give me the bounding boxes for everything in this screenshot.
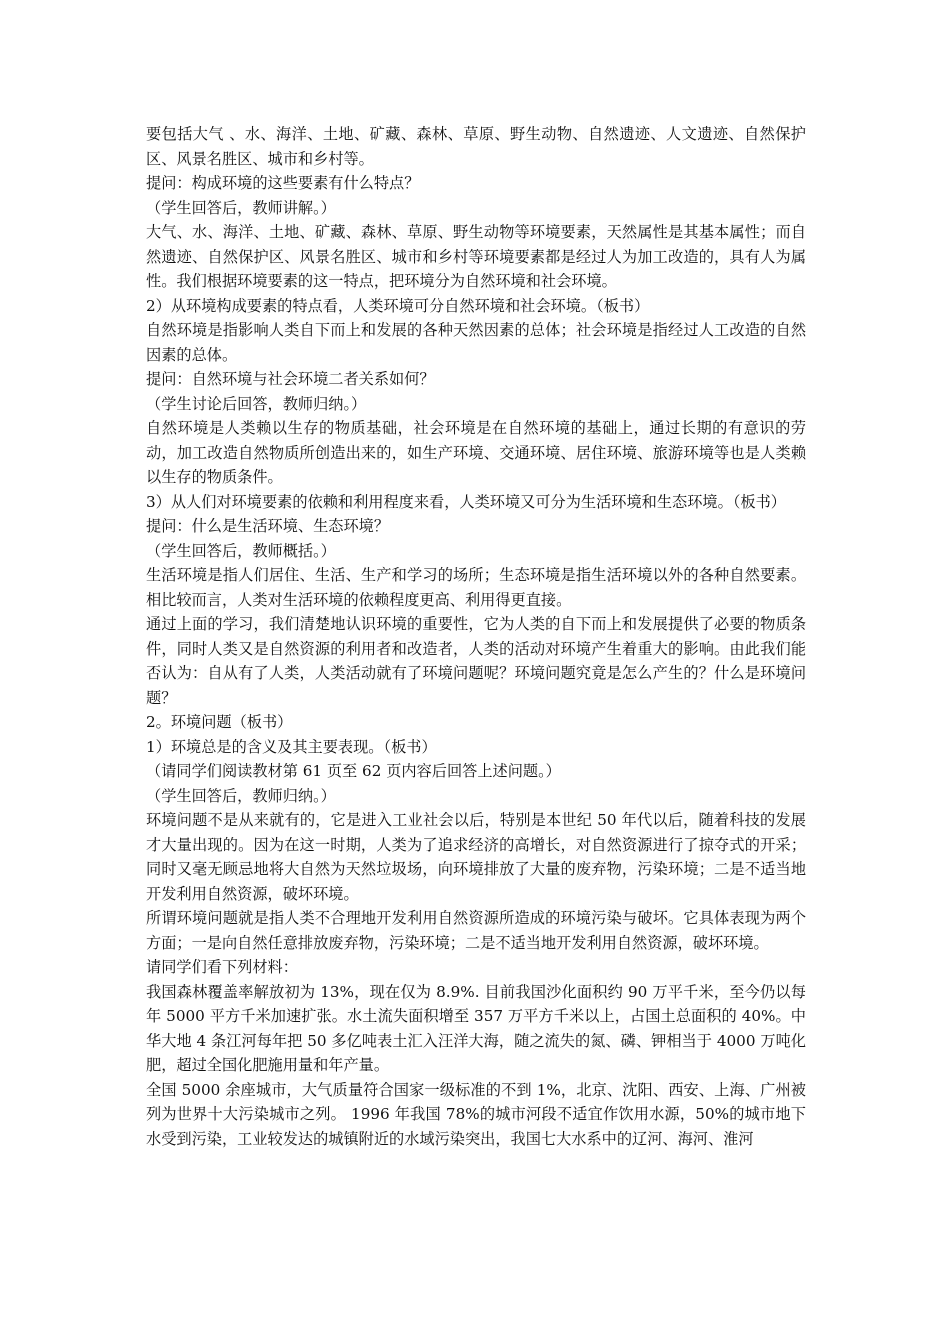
paragraph-read-textbook: （请同学们阅读教材第 61 页至 62 页内容后回答上述问题。） <box>146 762 561 780</box>
paragraph-student-answer-2: （学生回答后，教师概括。） <box>146 541 336 560</box>
paragraph-env-problems-origin: 环境问题不是从来就有的，它是进入工业社会以后，特别是本世纪 50 年代以后，随着科技的发展才大量出现的。因为在这一时期，人类为了追求经济的高增长，对自然资源进行了掠夺式的开采；同时又毫无顾忌地将大自然为天然垃圾场，向环境排放了大量的废弃物，污染环境；二是不适当地开发利用自然资源，破坏环境。 <box>146 811 806 903</box>
paragraph-living-env-definition: 生活环境是指人们居住、生活、生产和学习的场所；生态环境是指生活环境以外的各种自然要素。相比较而言，人类对生活环境的依赖程度更高、利用得更直接。 <box>146 566 806 609</box>
paragraph-student-answer-1: （学生回答后，教师讲解。） <box>146 198 336 217</box>
paragraph-section-2: 2）从环境构成要素的特点看，人类环境可分自然环境和社会环境。（板书） <box>146 296 650 315</box>
paragraph-student-discussion: （学生讨论后回答，教师归纳。） <box>146 394 367 413</box>
paragraph-student-answer-3: （学生回答后，教师归纳。） <box>146 786 336 805</box>
paragraph-natural-env-definition: 自然环境是指影响人类自下而上和发展的各种天然因素的总体；社会环境是指经过人工改造的自然因素的总体。 <box>146 321 806 364</box>
paragraph-question-relation: 提问：自然环境与社会环境二者关系如何？ <box>146 370 435 388</box>
paragraph-learning-summary: 通过上面的学习，我们清楚地认识环境的重要性，它为人类的自下而上和发展提供了必要的物质条件，同时人类又是自然资源的利用者和改造者，人类的活动对环境产生着重大的影响。由此我们能否认为：自从有了人类，人类活动就有了环境问题呢？环境问题究竟是怎么产生的？什么是环境问题？ <box>146 615 806 707</box>
paragraph-natural-social-attributes: 大气、水、海洋、土地、矿藏、森林、草原、野生动物等环境要素，天然属性是其基本属性；而自然遗迹、自然保护区、风景名胜区、城市和乡村等环境要素都是经过人为加工改造的，具有人为属性。我们根据环境要素的这一特点，把环境分为自然环境和社会环境。 <box>146 223 806 290</box>
paragraph-question-living-env: 提问：什么是生活环境、生态环境？ <box>146 517 389 535</box>
paragraph-city-pollution-material: 全国 5000 余座城市，大气质量符合国家一级标准的不到 1%，北京、沈阳、西安、上海、广州被列为世界十大污染城市之列。 1996 年我国 78%的城市河段不适宜作饮用水源，50%的城市地下水受到污染，工业较发达的城镇附近的水域污染突出，我国七大水系中的辽河、海河、淮河 <box>146 1080 806 1148</box>
paragraph-environment-elements: 要包括大气 、水、海洋、土地、矿藏、森林、草原、野生动物、自然遗迹、人文遗迹、自然保护区、风景名胜区、城市和乡村等。 <box>146 125 806 168</box>
paragraph-subheading-meaning: 1）环境总是的含义及其主要表现。（板书） <box>146 737 437 756</box>
paragraph-heading-env-problems: 2。环境问题（板书） <box>146 713 293 731</box>
paragraph-section-3: 3）从人们对环境要素的依赖和利用程度来看，人类环境又可分为生活环境和生态环境。（板书） <box>146 492 786 511</box>
document-body <box>146 122 806 1151</box>
paragraph-question-features: 提问：构成环境的这些要素有什么特点？ <box>146 174 420 192</box>
paragraph-natural-env-basis: 自然环境是人类赖以生存的物质基础，社会环境是在自然环境的基础上，通过长期的有意识的劳动，加工改造自然物质所创造出来的，如生产环境、交通环境、居住环境、旅游环境等也是人类赖以生存的物质条件。 <box>146 419 806 486</box>
paragraph-see-materials: 请同学们看下列材料： <box>146 958 298 976</box>
paragraph-forest-coverage-material: 我国森林覆盖率解放初为 13%，现在仅为 8.9%. 目前我国沙化面积约 90 万平千米，至今仍以每年 5000 平方千米加速扩张。水土流失面积增至 357 万平方千米以上，占国土总面积的 40%。中华大地 4 条江河每年把 50 多亿吨表土汇入汪洋大海，随之流失的氮、磷、钾相当于 4000 万吨化肥，超过全国化肥施用量和年产量。 <box>146 982 806 1074</box>
paragraph-env-problems-definition: 所谓环境问题就是指人类不合理地开发利用自然资源所造成的环境污染与破坏。它具体表现为两个方面；一是向自然任意排放废弃物，污染环境；二是不适当地开发利用自然资源，破坏环境。 <box>146 909 806 952</box>
